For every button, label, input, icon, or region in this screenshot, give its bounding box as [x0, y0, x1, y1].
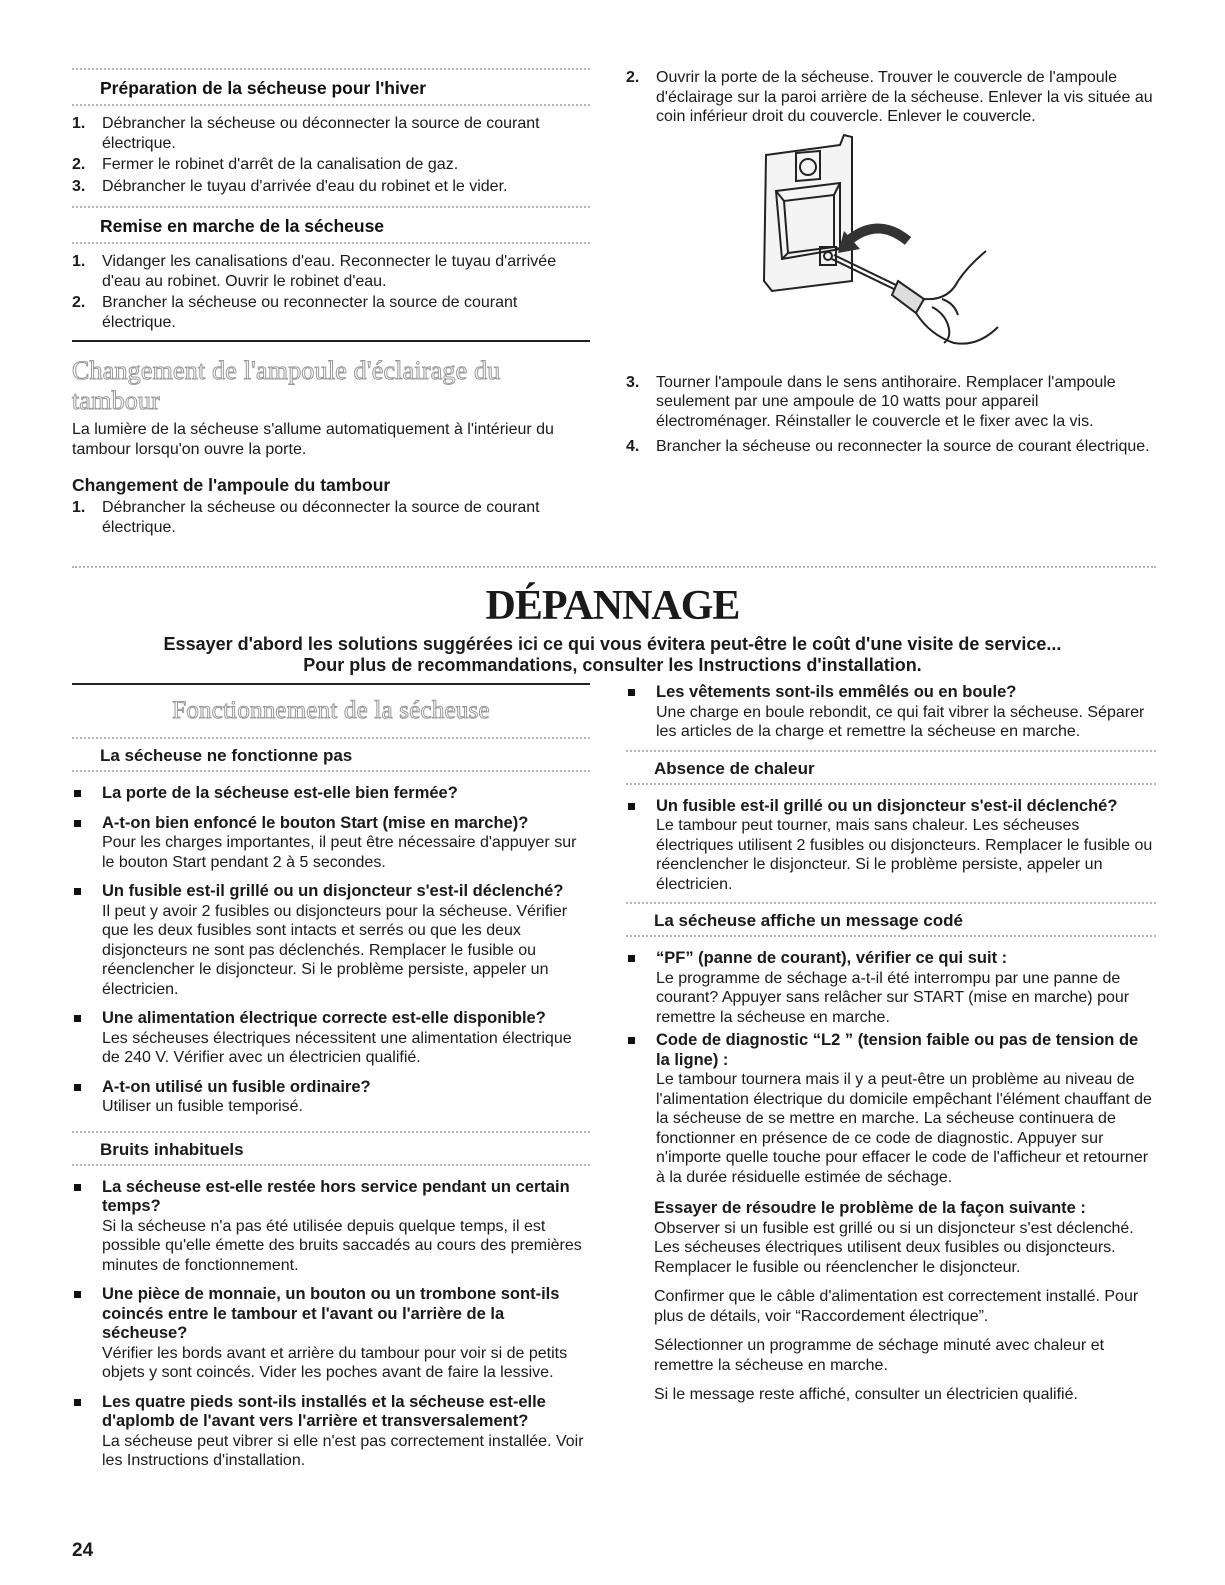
answer: Le tambour peut tourner, mais sans chaleur. Les sécheuses électriques utilisent 2 fusibles ou disjoncteurs. Remplacer le fusible ou réenclencher le disjoncteur. Si le problème persiste, appeler un électricien.	[656, 817, 1153, 893]
list-item	[72, 882, 590, 999]
question: Une pièce de monnaie, un bouton ou un trombone sont-ils coincés entre le tambour et l'avant ou l'arrière de la sécheuse?	[102, 1285, 560, 1342]
try-paragraph-4: Si le message reste affiché, consulter un électricien qualifié.	[654, 1386, 1078, 1403]
list-item	[626, 683, 1156, 742]
step-number: 2.	[72, 156, 86, 173]
question: La porte de la sécheuse est-elle bien fermée?	[102, 784, 458, 802]
bullet-icon	[74, 1015, 81, 1022]
list-item	[72, 1178, 590, 1276]
list-item	[626, 437, 1156, 457]
not-running-heading: La sécheuse ne fonctionne pas	[100, 746, 353, 765]
left-top-column	[72, 68, 590, 539]
step-text: Débrancher la sécheuse ou déconnecter la source de courant électrique.	[102, 499, 540, 536]
tangled-list	[626, 683, 1156, 742]
question: A-t-on utilisé un fusible ordinaire?	[102, 1077, 371, 1096]
question: Un fusible est-il grillé ou un disjoncteur s'est-il déclenché?	[656, 796, 1118, 815]
divider	[72, 242, 590, 246]
step-number: 3.	[72, 177, 86, 195]
no-heat-list	[626, 797, 1156, 895]
answer: Une charge en boule rebondit, ce qui fait vibrer la sécheuse. Séparer les articles de la charge et remettre la sécheuse en marche.	[656, 703, 1145, 740]
answer: Il peut y avoir 2 fusibles ou disjoncteurs pour la sécheuse. Vérifier que les deux fusibles sont intacts et serrés ou que les deux disjoncteurs ne sont pas déclenchés. Remplacer le fusible ou réenclencher le disjoncteur. Si le problème persiste, appeler un électricien.	[102, 902, 568, 998]
step-text: Tourner l'ampoule dans le sens antihoraire. Remplacer l'ampoule seulement par une ampoule de 10 watts pour appareil électroménager. Réinstaller le couvercle et le fixer avec la vis.	[656, 373, 1116, 430]
no-heat-heading: Absence de chaleur	[654, 758, 815, 778]
list-item	[72, 814, 590, 873]
step-text: Fermer le robinet d'arrêt de la canalisation de gaz.	[102, 156, 459, 173]
divider	[626, 935, 1156, 939]
step-text: Brancher la sécheuse ou reconnecter la source de courant électrique.	[656, 438, 1150, 455]
right-top-column	[626, 68, 1156, 459]
list-item	[72, 1009, 590, 1068]
question: Une alimentation électrique correcte est-elle disponible?	[102, 1009, 546, 1027]
operation-section-title: Fonctionnement de la sécheuse	[172, 697, 490, 724]
not-running-list	[72, 784, 590, 1117]
list-item	[72, 155, 590, 175]
list-item	[72, 293, 590, 332]
lamp-cover-illustration	[748, 131, 1008, 367]
answer: Vérifier les bords avant et arrière du tambour pour voir si de petits objets y sont coincés. Vider les poches avant de faire la lessive.	[102, 1344, 568, 1381]
question: Les quatre pieds sont-ils installés et la sécheuse est-elle d'aplomb de l'avant vers l'arrière et transversalement?	[102, 1392, 546, 1430]
answer: La sécheuse peut vibrer si elle n'est pas correctement installée. Voir les Instructions d'installation.	[102, 1432, 584, 1469]
step-number: 3.	[626, 373, 640, 391]
step-number: 1.	[72, 115, 86, 132]
bullet-icon	[74, 1084, 81, 1091]
answer: Utiliser un fusible temporisé.	[102, 1098, 303, 1115]
winter-heading: Préparation de la sécheuse pour l'hiver	[100, 78, 427, 98]
answer: Le tambour tournera mais il y a peut-être un problème au niveau de l'alimentation électrique du domicile empêchant l'élément chauffant de la sécheuse de se mettre en marche. La sécheuse continuera de fonctionner en présence de ce code de diagnostic. Appuyer sur n'importe quelle touche pour effacer le code de l'afficheur et retourner à la durée résiduelle estimée de séchage.	[656, 1071, 1152, 1186]
question: “PF” (panne de courant), vérifier ce qui suit :	[656, 949, 1008, 967]
step-number: 1.	[72, 253, 86, 270]
question: Les vêtements sont-ils emmêlés ou en boule?	[656, 683, 1017, 701]
lamp-steps-left	[72, 498, 590, 537]
list-item	[72, 498, 590, 537]
divider	[72, 770, 590, 774]
right-bottom-column	[626, 683, 1156, 1405]
try-heading: Essayer de résoudre le problème de la façon suivante :	[654, 1199, 1086, 1217]
subtitle-line-2: Pour plus de recommandations, consulter les Instructions d'installation.	[303, 655, 922, 675]
page-number: 24	[72, 1540, 94, 1561]
try-paragraph-2: Confirmer que le câble d'alimentation est correctement installé. Pour plus de détails, voir “Raccordement électrique”.	[654, 1288, 1139, 1325]
list-item	[72, 1078, 590, 1117]
bullet-icon	[628, 803, 635, 810]
step-text: Vidanger les canalisations d'eau. Reconnecter le tuyau d'arrivée d'eau au robinet. Ouvrir le robinet d'eau.	[102, 253, 557, 290]
divider	[626, 783, 1156, 787]
list-item	[626, 1031, 1156, 1187]
answer: Les sécheuses électriques nécessitent une alimentation électrique de 240 V. Vérifier avec un électricien qualifié.	[102, 1029, 572, 1066]
step-number: 2.	[626, 69, 640, 86]
question: A-t-on bien enfoncé le bouton Start (mise en marche)?	[102, 813, 529, 832]
step-number: 2.	[72, 294, 86, 311]
divider	[72, 1164, 590, 1168]
list-item	[626, 373, 1156, 432]
list-item	[626, 797, 1156, 895]
bullet-icon	[74, 790, 81, 797]
winter-steps	[72, 114, 590, 196]
question: La sécheuse est-elle restée hors service pendant un certain temps?	[102, 1177, 570, 1215]
divider	[72, 566, 1156, 568]
page-title: DÉPANNAGE	[485, 583, 740, 629]
list-item	[626, 949, 1156, 1027]
bullet-icon	[74, 1399, 81, 1406]
left-bottom-column	[72, 683, 590, 1471]
restart-heading: Remise en marche de la sécheuse	[100, 216, 385, 236]
bullet-icon	[628, 1037, 635, 1044]
bullet-icon	[74, 888, 81, 895]
answer: Le programme de séchage a-t-il été interrompu par une panne de courant? Appuyer sans relâcher sur START (mise en marche) pour remettre la sécheuse en marche.	[656, 969, 1130, 1026]
list-item	[72, 1393, 590, 1471]
try-paragraph-3: Sélectionner un programme de séchage minuté avec chaleur et remettre la sécheuse en marche.	[654, 1337, 1105, 1374]
list-item	[72, 1285, 590, 1383]
bullet-icon	[628, 955, 635, 962]
lamp-intro: La lumière de la sécheuse s'allume automatiquement à l'intérieur du tambour lorsqu'on ouvre la porte.	[72, 421, 554, 458]
lamp-subheading: Changement de l'ampoule du tambour	[72, 475, 391, 495]
list-item	[72, 114, 590, 153]
answer: Si la sécheuse n'a pas été utilisée depuis quelque temps, il est possible qu'elle émette des bruits saccadés au cours des premières minutes de fonctionnement.	[102, 1217, 582, 1274]
bullet-icon	[74, 1291, 81, 1298]
bullet-icon	[628, 689, 635, 696]
step-text: Débrancher la sécheuse ou déconnecter la source de courant électrique.	[102, 115, 540, 152]
question: Code de diagnostic “L2 ” (tension faible ou pas de tension de la ligne) :	[656, 1031, 1139, 1069]
step-number: 1.	[72, 499, 86, 516]
code-heading: La sécheuse affiche un message codé	[654, 911, 963, 930]
noises-list	[72, 1178, 590, 1471]
list-item	[626, 68, 1156, 127]
list-item	[72, 177, 590, 197]
list-item	[72, 784, 590, 804]
noises-heading: Bruits inhabituels	[100, 1139, 244, 1159]
code-list	[626, 949, 1156, 1187]
step-number: 4.	[626, 438, 640, 455]
step-text: Débrancher le tuyau d'arrivée d'eau du robinet et le vider.	[102, 177, 508, 195]
step-text: Ouvrir la porte de la sécheuse. Trouver le couvercle de l'ampoule d'éclairage sur la paroi arrière de la sécheuse. Enlever la vis située au coin inférieur droit du couvercle. Enlever le couvercle.	[656, 69, 1153, 125]
subtitle-line-1: Essayer d'abord les solutions suggérées ici ce qui vous évitera peut-être le coût d'une visite de service...	[163, 634, 1062, 654]
lamp-steps-right-2	[626, 373, 1156, 457]
try-paragraph-1: Observer si un fusible est grillé ou si un disjoncteur s'est déclenché. Les sécheuses électriques utilisent deux fusibles ou disjoncteurs. Remplacer le fusible ou réenclencher le disjoncteur.	[654, 1219, 1134, 1276]
lamp-steps-right	[626, 68, 1156, 127]
answer: Pour les charges importantes, il peut être nécessaire d'appuyer sur le bouton Start pendant 2 à 5 secondes.	[102, 834, 577, 871]
page-subtitle	[0, 634, 1225, 676]
question: Un fusible est-il grillé ou un disjoncteur s'est-il déclenché?	[102, 882, 564, 900]
lamp-section-title: Changement de l'ampoule d'éclairage du tambour	[72, 356, 501, 415]
bullet-icon	[74, 1184, 81, 1191]
restart-steps	[72, 252, 590, 332]
list-item	[72, 252, 590, 291]
step-text: Brancher la sécheuse ou reconnecter la source de courant électrique.	[102, 294, 518, 331]
divider	[72, 104, 590, 108]
bullet-icon	[74, 820, 81, 827]
